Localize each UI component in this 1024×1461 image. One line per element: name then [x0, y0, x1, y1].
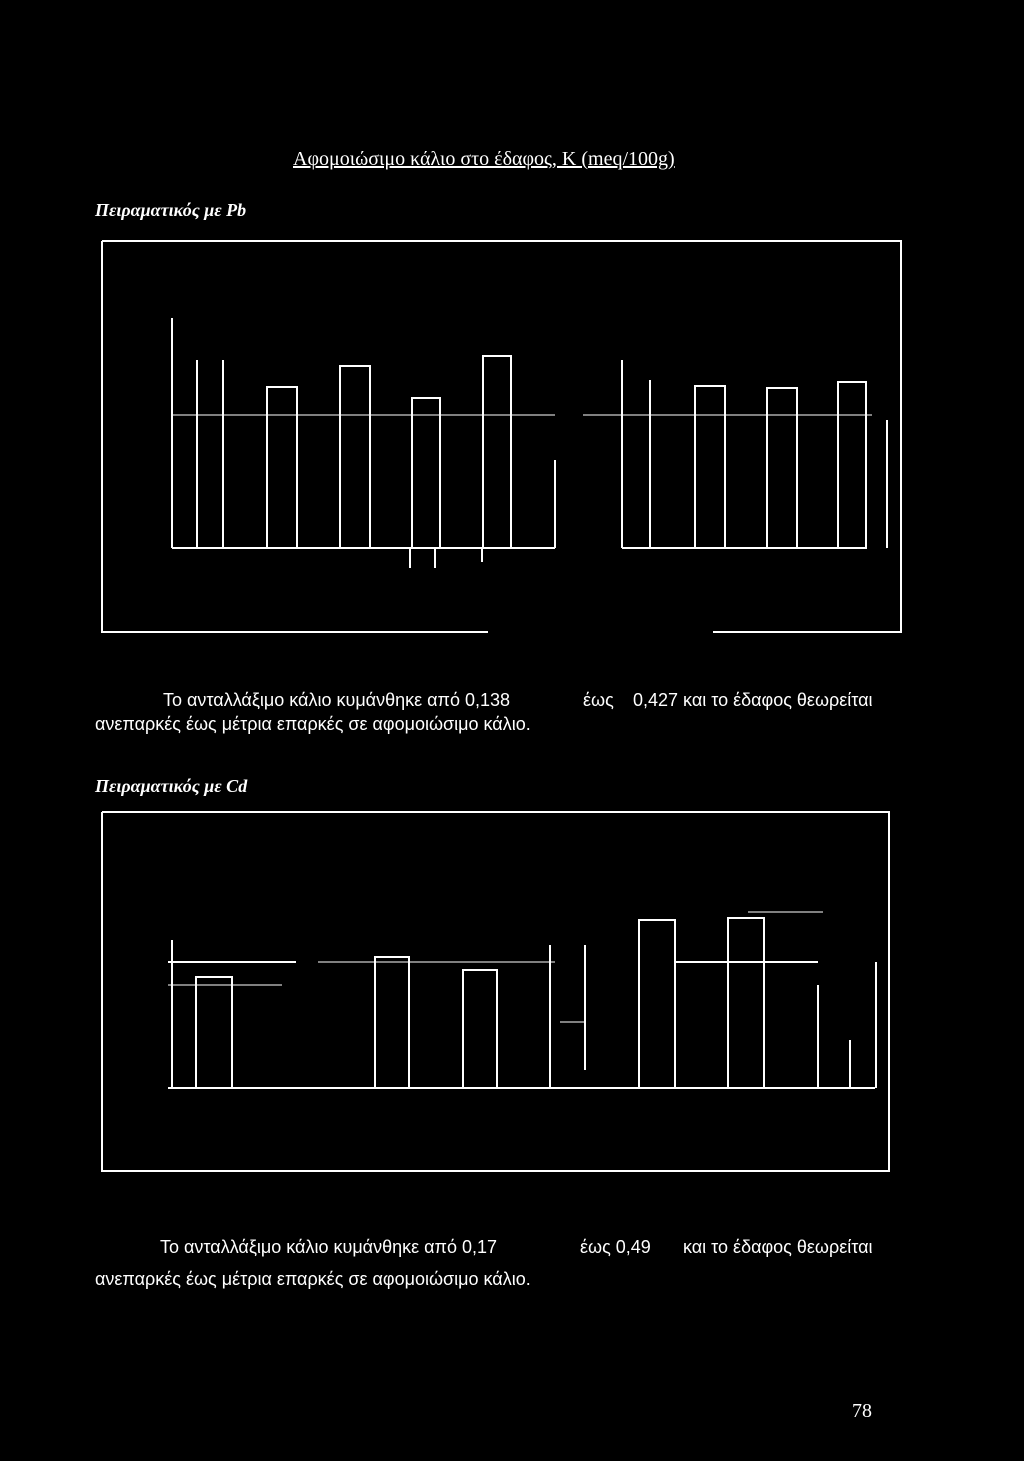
- pb-text-line1-c: 0,427 και το έδαφος θεωρείται: [633, 690, 873, 710]
- pb-text-line1-a: Το ανταλλάξιμο κάλιο κυμάνθηκε από 0,138: [163, 690, 511, 710]
- cd-bar: [463, 970, 497, 1088]
- page-title: Αφομοιώσιμο κάλιο στο έδαφος, K (meq/100g): [293, 148, 675, 170]
- cd-bar: [196, 977, 232, 1088]
- page-number: 78: [852, 1400, 872, 1422]
- pb-text-line1-b: έως: [583, 690, 614, 710]
- cd-section-label: Πειραματικός με Cd: [95, 776, 248, 796]
- cd-text-line1-a: Το ανταλλάξιμο κάλιο κυμάνθηκε από 0,17: [160, 1237, 498, 1257]
- pb-text-line2: ανεπαρκές έως μέτρια επαρκές σε αφομοιώσιμο κάλιο.: [95, 714, 531, 734]
- cd-text-line1-c: και το έδαφος θεωρείται: [683, 1237, 873, 1257]
- cd-bars: [168, 912, 876, 1088]
- cd-text-line2: ανεπαρκές έως μέτρια επαρκές σε αφομοιώσιμο κάλιο.: [95, 1269, 531, 1289]
- cd-text-line1-b: έως 0,49: [580, 1237, 651, 1257]
- pb-section-label: Πειραματικός με Pb: [95, 200, 247, 220]
- cd-bar: [375, 957, 409, 1088]
- cd-bar: [639, 920, 675, 1088]
- cd-bar: [728, 918, 764, 1088]
